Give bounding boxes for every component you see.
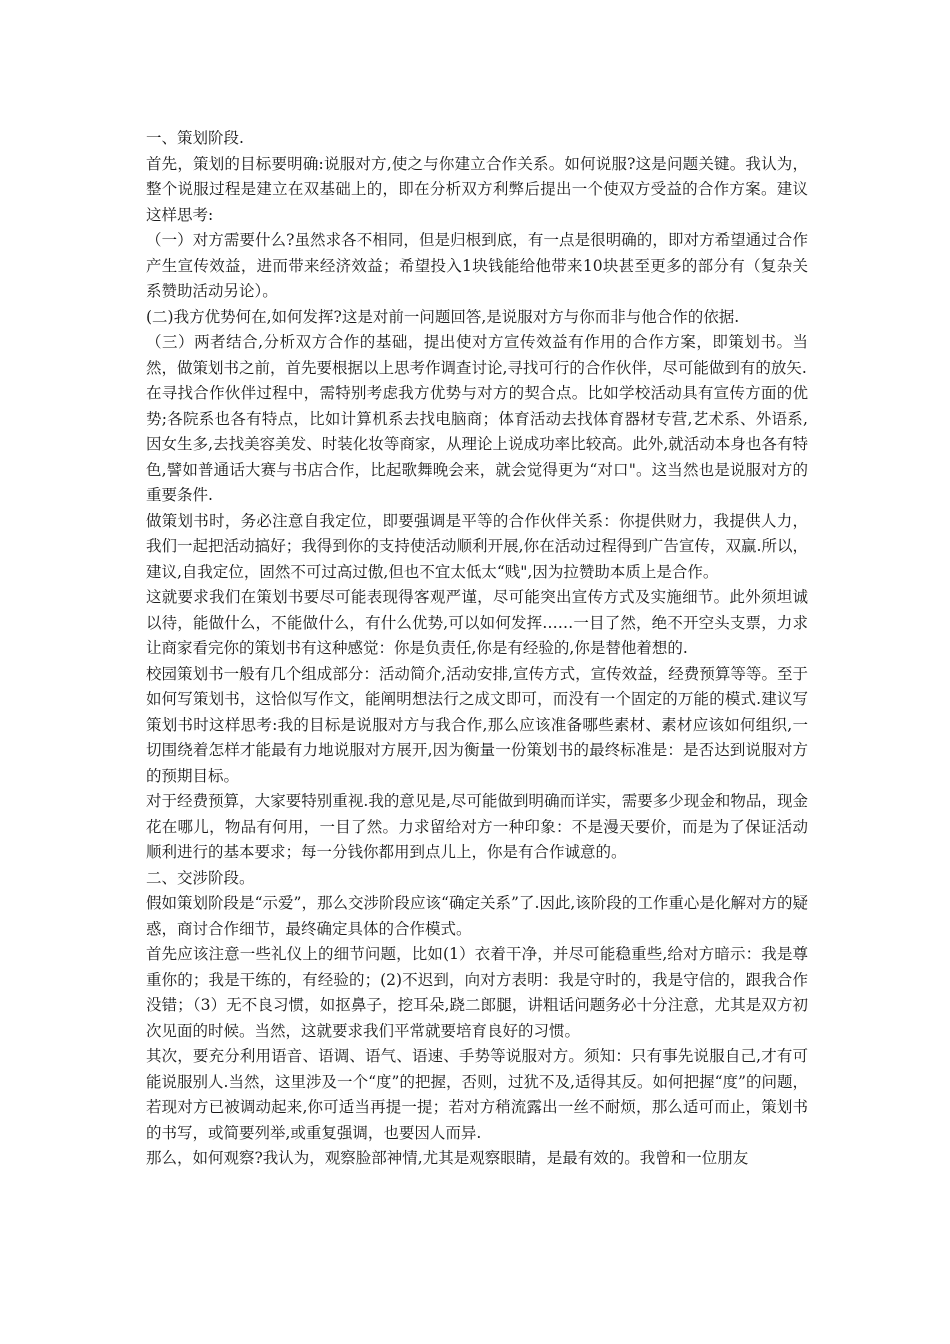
paragraph: 那么，如何观察?我认为，观察脸部神情,尤其是观察眼睛，是最有效的。我曾和一位朋友 [146,1149,749,1167]
paragraph: 对于经费预算，大家要特别重视.我的意见是,尽可能做到明确而详实，需要多少现金和物品，现金花在哪儿，物品有何用，一目了然。力求留给对方一种印象：不是漫天要价，而是为了保证活动顺利进行的基本要求；每一分钱你都用到点儿上，你是有合作诚意的。 [146,792,808,861]
paragraph: 这就要求我们在策划书要尽可能表现得客观严谨，尽可能突出宣传方式及实施细节。此外须坦诚以待，能做什么，不能做什么，有什么优势,可以如何发挥……一目了然，绝不开空头支票，力求让商家看完你的策划书有这种感觉：你是负责任,你是有经验的,你是替他着想的. [146,588,808,657]
document-body [146,126,808,1172]
paragraph: （一）对方需要什么?虽然求各不相同，但是归根到底，有一点是很明确的，即对方希望通过合作产生宣传效益，进而带来经济效益；希望投入1块钱能给他带来10块甚至更多的部分有（复杂关系赞助活动另论）。 [146,231,808,300]
paragraph: 假如策划阶段是“示爱”，那么交涉阶段应该“确定关系”了.因此,该阶段的工作重心是化解对方的疑惑，商讨合作细节，最终确定具体的合作模式。 [146,894,808,938]
paragraph: 首先，策划的目标要明确:说服对方,使之与你建立合作关系。如何说服?这是问题关键。我认为，整个说服过程是建立在双基础上的，即在分析双方利弊后提出一个使双方受益的合作方案。建议这样思考: [146,154,808,224]
section-heading-negotiation: 二、交涉阶段。 [146,868,255,887]
paragraph: (二)我方优势何在,如何发挥?这是对前一问题回答,是说服对方与你而非与他合作的依据. [146,307,740,326]
paragraph: 做策划书时，务必注意自我定位，即要强调是平等的合作伙伴关系：你提供财力，我提供人力，我们一起把活动搞好；我得到你的支持使活动顺利开展,你在活动过程得到广告宣传，双赢.所以，建议,自我定位，固然不可过高过傲,但也不宜太低太“贱",因为拉赞助本质上是合作。 [146,511,808,581]
paragraph: （三）两者结合,分析双方合作的基础，提出使对方宣传效益有作用的合作方案，即策划书。当然，做策划书之前，首先要根据以上思考作调查讨论,寻找可行的合作伙伴，尽可能做到有的放矢. [146,333,808,377]
paragraph: 其次，要充分利用语音、语调、语气、语速、手势等说服对方。须知：只有事先说服自己,才有可能说服别人.当然，这里涉及一个“度”的把握，否则，过犹不及,适得其反。如何把握“度”的问题，若现对方已被调动起来,你可适当再提一提；若对方稍流露出一丝不耐烦，那么适可而止，策划书的书写，或简要列举,或重复强调，也要因人而异. [146,1047,808,1142]
paragraph: 首先应该注意一些礼仪上的细节问题，比如(1）衣着干净，并尽可能稳重些,给对方暗示：我是尊重你的；我是干练的，有经验的；(2)不迟到，向对方表明：我是守时的，我是守信的，跟我合作没错；（3）无不良习惯，如抠鼻子，挖耳朵,跷二郎腿，讲粗话问题务必十分注意，尤其是双方初次见面的时候。当然，这就要求我们平常就要培育良好的习惯。 [146,945,808,1040]
section-heading-planning: 一、策划阶段. [146,129,244,147]
paragraph: 在寻找合作伙伴过程中，需特别考虑我方优势与对方的契合点。比如学校活动具有宣传方面的优势;各院系也各有特点，比如计算机系去找电脑商；体育活动去找体育器材专营,艺术系、外语系,因女生多,去找美容美发、时装化妆等商家，从理论上说成功率比较高。此外,就活动本身也各有特色,譬如普通话大赛与书店合作，比起歌舞晚会来，就会觉得更为“对口"。这当然也是说服对方的重要条件. [146,384,808,504]
paragraph: 校园策划书一般有几个组成部分：活动简介,活动安排,宣传方式，宣传效益，经费预算等等。至于如何写策划书，这恰似写作文，能阐明想法行之成文即可，而没有一个固定的万能的模式.建议写策划书时这样思考:我的目标是说服对方与我合作,那么应该准备哪些素材、素材应该如何组织,一切围绕着怎样才能最有力地说服对方展开,因为衡量一份策划书的最终标准是：是否达到说服对方的预期目标。 [146,664,808,785]
